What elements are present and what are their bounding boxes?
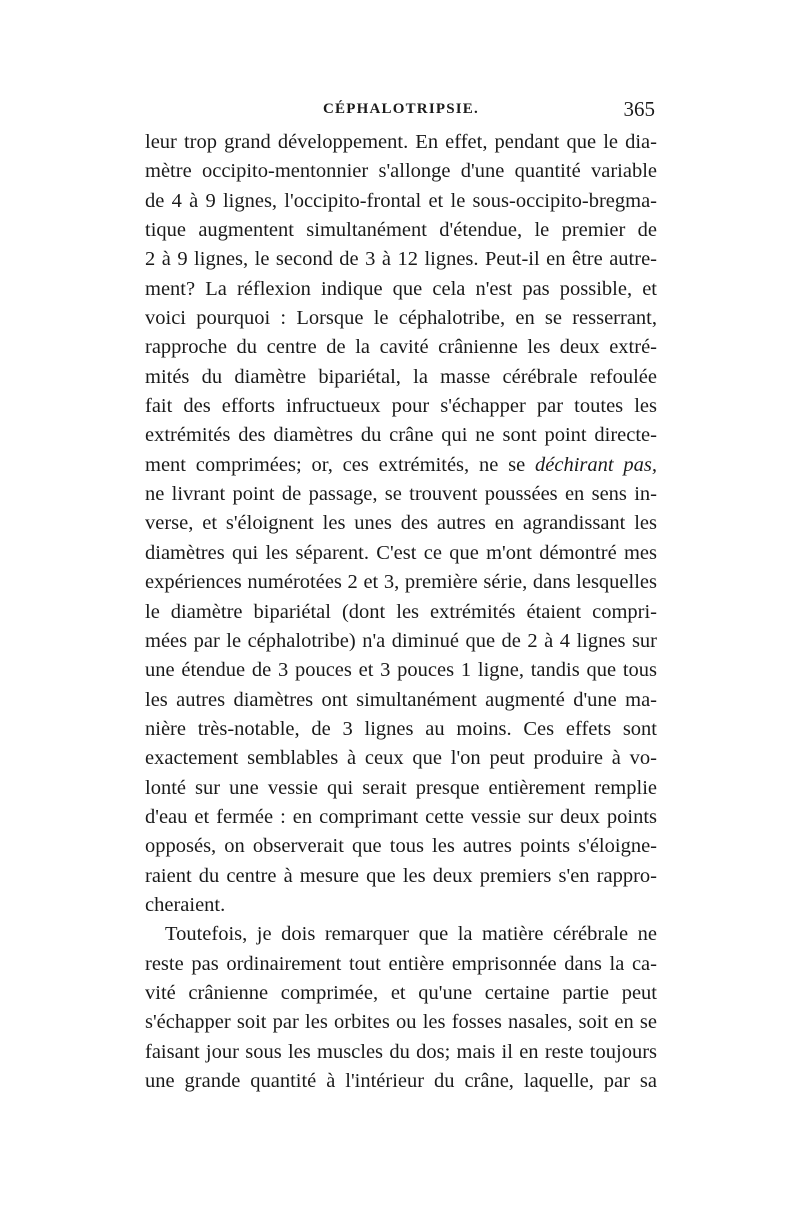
text-line: expériences numérotées 2 et 3, première série, dans lesquelles: [145, 571, 657, 594]
text-line: s'échapper soit par les orbites ou les fosses nasales, soit en se: [145, 1011, 657, 1034]
text-line: une étendue de 3 pouces et 3 pouces 1 ligne, tandis que tous: [145, 659, 657, 682]
text-line: fait des efforts infructueux pour s'échapper par toutes les: [145, 395, 657, 418]
paragraph-start-line: Toutefois, je dois remarquer que la matière cérébrale ne: [165, 923, 657, 946]
text-line: leur trop grand développement. En effet, pendant que le dia-: [145, 131, 657, 153]
text-line-with-italic: [145, 451, 657, 480]
running-head: [145, 94, 657, 124]
text-line: opposés, on observerait que tous les autres points s'éloigne-: [145, 835, 657, 858]
text-line: reste pas ordinairement tout entière emprisonnée dans la ca-: [145, 952, 657, 975]
text-line: les autres diamètres ont simultanément augmenté d'une ma-: [145, 688, 657, 711]
text-line: mées par le céphalotribe) n'a diminué que de 2 à 4 lignes sur: [145, 629, 657, 652]
text-line: diamètres qui les séparent. C'est ce que m'ont démontré mes: [145, 541, 657, 564]
text-line: verse, et s'éloignent les unes des autres en agrandissant les: [145, 512, 657, 535]
text-segment: ment comprimées; or, ces extrémités, ne se: [145, 453, 526, 476]
text-line: 2 à 9 lignes, le second de 3 à 12 lignes. Peut-il en être autre-: [145, 248, 657, 271]
paragraph-end-line: cheraient.: [145, 893, 226, 916]
text-line: mètre occipito-mentonnier s'allonge d'une quantité variable: [145, 160, 657, 183]
text-line: nière très-notable, de 3 lignes au moins. Ces effets sont: [145, 717, 657, 740]
text-line: le diamètre bipariétal (dont les extrémités étaient compri-: [145, 600, 657, 623]
text-line: vité crânienne comprimée, et qu'une certaine partie peut: [145, 981, 657, 1004]
running-title: CÉPHALOTRIPSIE.: [323, 101, 479, 117]
text-line: voici pourquoi : Lorsque le céphalotribe, en se resserrant,: [145, 307, 657, 330]
page-number: 365: [623, 97, 655, 121]
body-text: [145, 128, 657, 1096]
text-line: de 4 à 9 lignes, l'occipito-frontal et le sous-occipito-bregma-: [145, 189, 657, 212]
text-line: raient du centre à mesure que les deux premiers s'en rappro-: [145, 864, 657, 887]
text-line: faisant jour sous les muscles du dos; mais il en reste toujours: [145, 1040, 657, 1063]
text-line: exactement semblables à ceux que l'on peut produire à vo-: [145, 747, 657, 770]
text-line: extrémités des diamètres du crâne qui ne sont point directe-: [145, 424, 657, 447]
text-line: ment? La réflexion indique que cela n'est pas possible, et: [145, 277, 657, 300]
text-line: ne livrant point de passage, se trouvent poussées en sens in-: [145, 483, 657, 506]
italic-phrase: déchirant pas,: [535, 453, 657, 476]
text-line: lonté sur une vessie qui serait presque entièrement remplie: [145, 776, 657, 799]
text-line: mités du diamètre bipariétal, la masse cérébrale refoulée: [145, 365, 657, 388]
text-line: rapproche du centre de la cavité crânienne les deux extré-: [145, 336, 657, 359]
text-line: d'eau et fermée : en comprimant cette vessie sur deux points: [145, 805, 657, 828]
text-line: tique augmentent simultanément d'étendue, le premier de: [145, 219, 657, 242]
text-line: une grande quantité à l'intérieur du crâne, laquelle, par sa: [145, 1070, 657, 1092]
